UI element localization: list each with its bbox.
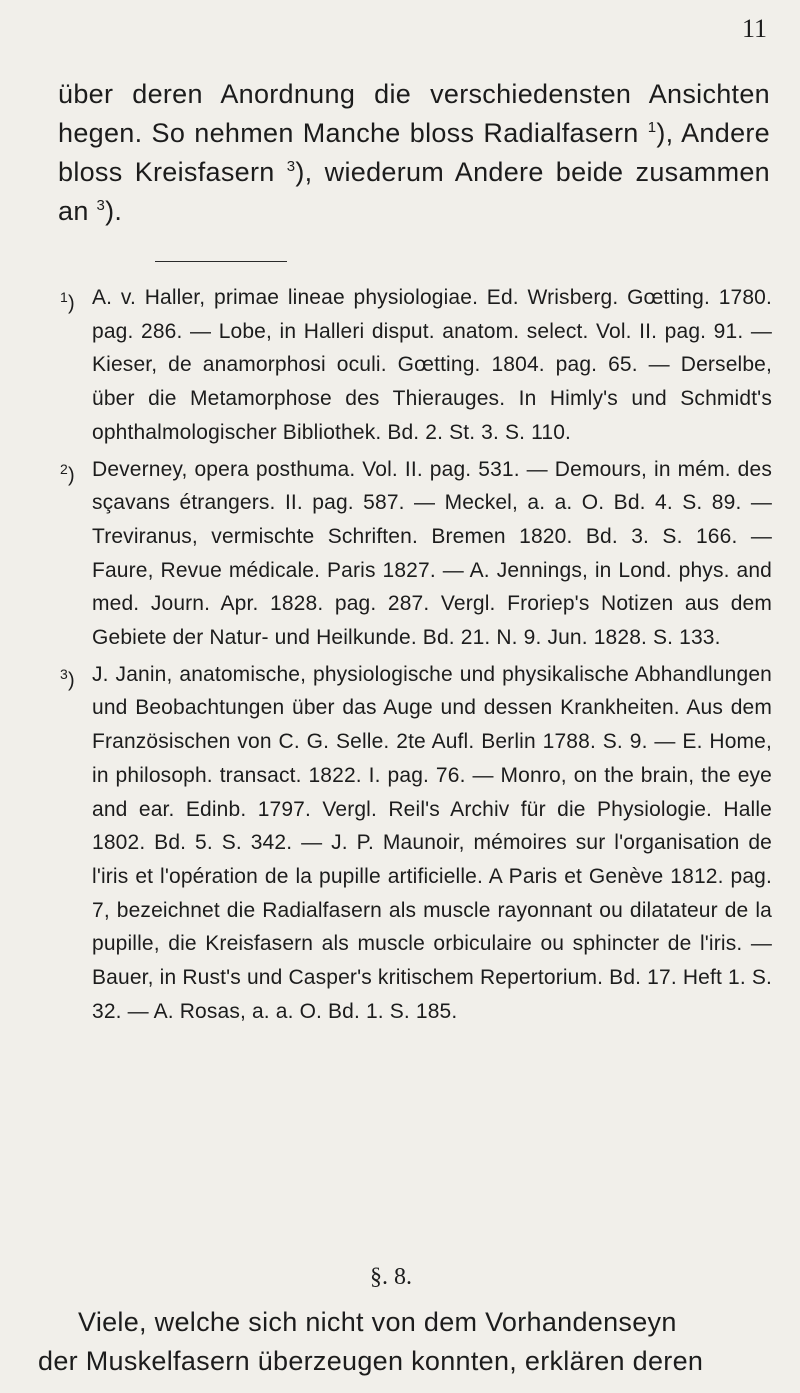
paragraph-bottom-line-1: Viele, welche sich nicht von dem Vorhandenseyn [78, 1307, 677, 1337]
footnotes [60, 281, 772, 1031]
footnote-marker: $^3$) [60, 665, 75, 692]
footnote-2 [60, 453, 772, 655]
footnote-text: J. Janin, anatomische, physiologische und physikalische Abhandlungen und Beobachtungen über das Auge und dessen Krankheiten. Aus dem Französischen von C. G. Selle. 2te Aufl. Berlin 1788. S. 9. — E. Home, in philosoph. transact. 1822. I. pag. 76. — Monro, on the brain, the eye and ear. Edinb. 1797. Vergl. Reil's Archiv für die Physiologie. Halle 1802. Bd. 5. S. 342. — J. P. Maunoir, mémoires sur l'organisation de l'iris et l'opération de la pupille artificielle. A Paris et Genève 1812. pag. 7, bezeichnet die Radialfasern als muscle rayonnant ou dilatateur de la pupille, die Kreisfasern als muscle orbiculaire ou sphincter de l'iris. — Bauer, in Rust's und Casper's kritischem Repertorium. Bd. 17. Heft 1. S. 32. — A. Rosas, a. a. O. Bd. 1. S. 185. [92, 662, 772, 1023]
paragraph-bottom-line-2: der Muskelfasern überzeugen konnten, erklären deren [38, 1346, 704, 1376]
paragraph-top [58, 75, 770, 231]
footnote-3 [60, 658, 772, 1029]
paragraph-top-text-1: über deren Anordnung die verschiedensten Ansichten hegen. So nehmen Manche bloss Radialfasern [58, 79, 770, 148]
paragraph-top-text-2: ), Andere bloss Kreisfasern [58, 118, 770, 187]
footnote-1 [60, 281, 772, 450]
paragraph-bottom [38, 1303, 770, 1381]
footnote-ref-1: 1 [647, 119, 657, 136]
footnote-divider [155, 261, 287, 262]
paragraph-top-text-4: ). [105, 196, 123, 226]
footnote-text: A. v. Haller, primae lineae physiologiae. Ed. Wrisberg. Gœtting. 1780. pag. 286. — Lobe, in Halleri disput. anatom. select. Vol. II. pag. 91. — Kieser, de anamorphosi oculi. Gœtting. 1804. pag. 65. — Derselbe, über die Metamorphose des Thierauges. In Himly's und Schmidt's ophthalmologischer Bibliothek. Bd. 2. St. 3. S. 110. [92, 286, 772, 444]
footnote-ref-2: 3 [286, 158, 296, 175]
footnote-marker: $^1$) [60, 289, 75, 315]
paragraph-top-text-3: ), wiederum Andere beide zusammen an [58, 157, 770, 226]
section-heading: §. 8. [370, 1264, 412, 1290]
footnote-text: Deverney, opera posthuma. Vol. II. pag. 531. — Demours, in mém. des sçavans étrangers. II. pag. 587. — Meckel, a. a. O. Bd. 4. S. 89. — Treviranus, vermischte Schriften. Bremen 1820. Bd. 3. S. 166. — Faure, Revue médicale. Paris 1827. — A. Jennings, in Lond. phys. and med. Journ. Apr. 1828. pag. 287. Vergl. Froriep's Notizen aus dem Gebiete der Natur- und Heilkunde. Bd. 21. N. 9. Jun. 1828. S. 133. [92, 457, 772, 650]
footnote-marker: $^2$) [60, 460, 75, 487]
page-number: 11 [742, 14, 768, 43]
footnote-ref-3: 3 [96, 197, 106, 214]
